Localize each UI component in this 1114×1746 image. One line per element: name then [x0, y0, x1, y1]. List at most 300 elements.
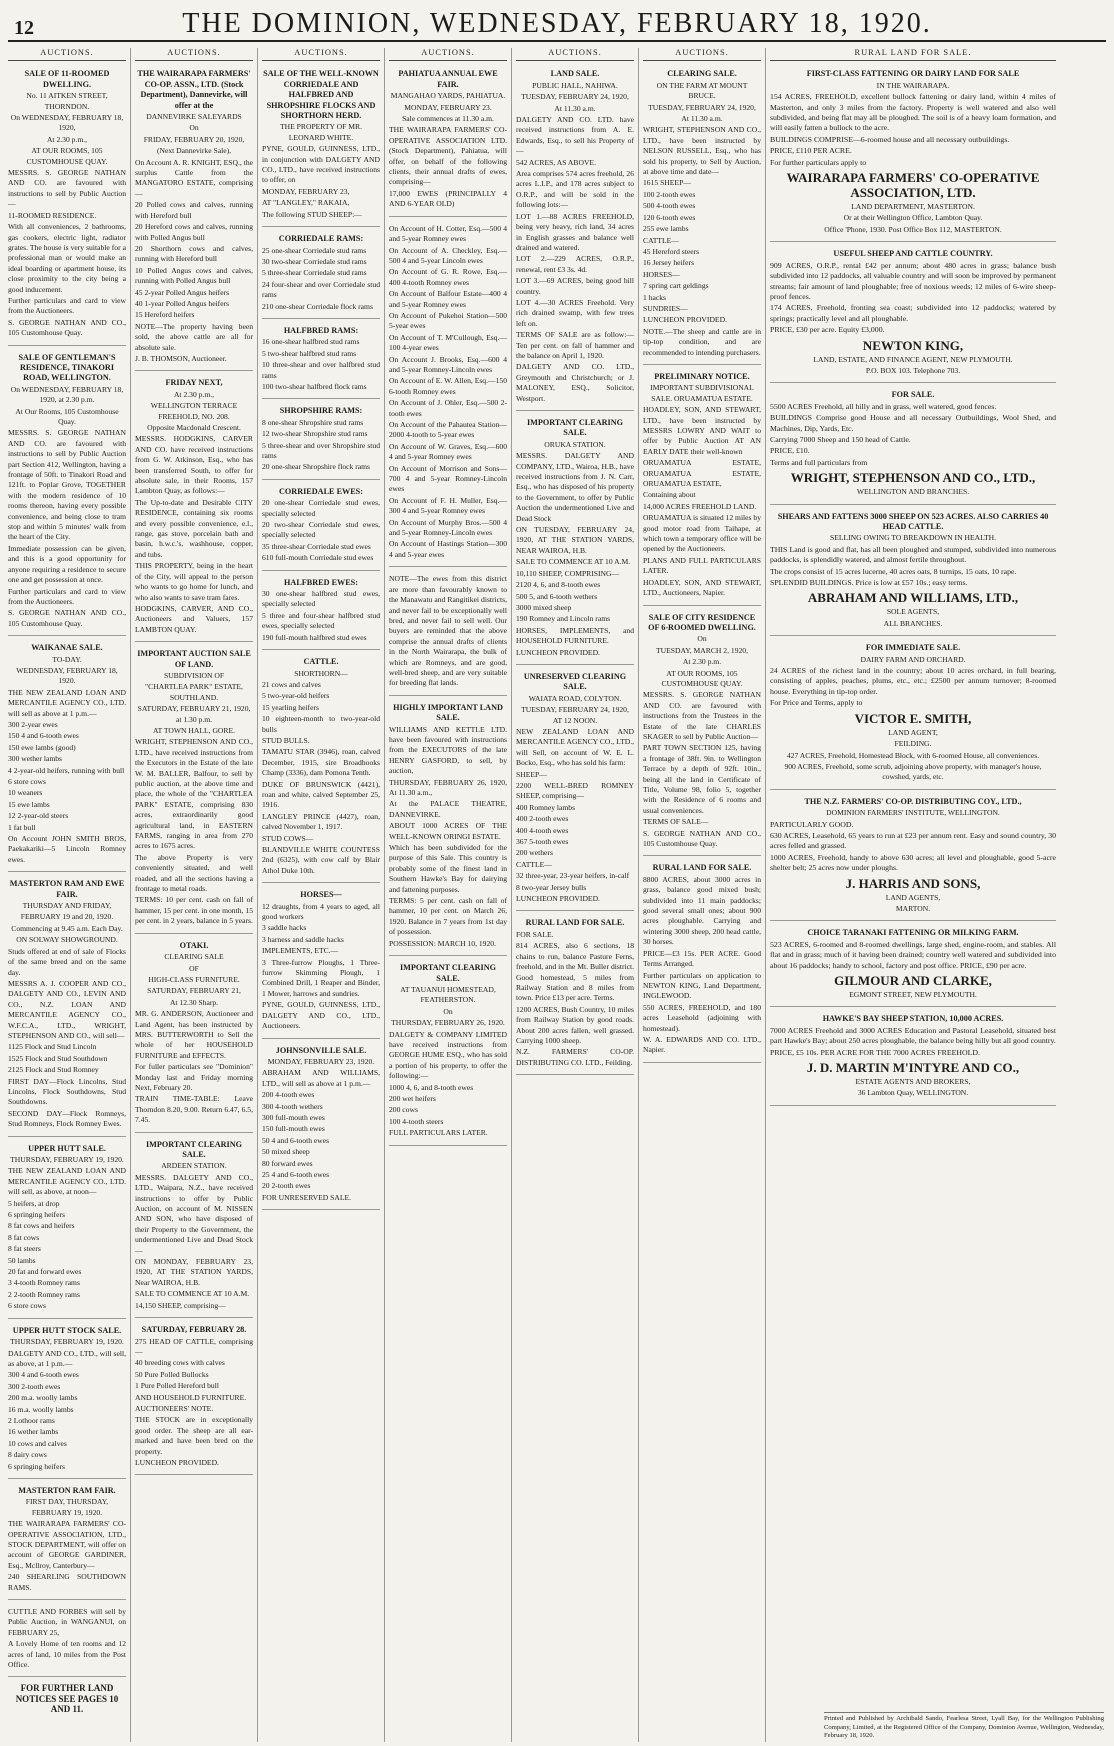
ad-body-text: 100 2-tooth ewes	[643, 189, 696, 199]
advertisement	[135, 65, 253, 371]
ad-body-text: MESSRS. DALGETY AND CO., LTD., Waipara, N.Z., have received instructions to offer by Public Auction, on account of M. NISSEN AND SON, who have disposed of their Property to the Government, the undermentioned Live and Dead Stock—	[135, 1172, 253, 1255]
ad-body-text: 17,000 EWES (PRINCIPALLY 4 AND 6-YEAR OLD)	[389, 188, 507, 209]
ad-title: UPPER HUTT STOCK SALE.	[12, 1325, 122, 1335]
ad-body-text: HORSES—	[643, 269, 680, 279]
ad-body-text: On Account of Morrison and Sons—700 4 and 5-year Romney-Lincoln ewes	[389, 463, 507, 494]
ad-body-text: TERMS: 5 per cent. cash on fall of hammer, 10 per cent. on March 26, 1920. Balance in 7 years from 1st day of possession.	[389, 896, 507, 937]
ad-title: WAIKANAE SALE.	[31, 643, 103, 653]
ad-body-text: 14,000 ACRES FREEHOLD LAND.	[643, 501, 757, 511]
ad-centered-line: "CHARTLEA PARK" ESTATE, SOUTHLAND.	[145, 682, 243, 702]
ad-body-text: LOT 1.—88 ACRES FREEHOLD, being very heavy, rich land, 34 acres in English grasses and balance well drained and watered.	[516, 211, 634, 252]
ad-body-text: PARTICULARLY GOOD.	[770, 819, 854, 829]
advertisement	[8, 349, 126, 637]
ad-body-text: DALGETY AND CO., LTD., will sell, as above, at 1 p.m.—	[8, 1348, 126, 1368]
ad-body-text: 30 one-shear halfbred stud ewes, specially selected	[262, 589, 380, 609]
ad-body-text: 20 one-shear Shropshire flock rams	[262, 462, 370, 472]
ad-body-text: LUNCHEON PROVIDED.	[643, 315, 727, 325]
ad-title: SALE OF 11-ROOMED DWELLING.	[24, 69, 110, 89]
ad-body-text: 610 full-mouth Corriedale stud ewes	[262, 553, 374, 563]
ad-centered-line: ON THE FARM AT MOUNT BRUCE.	[656, 80, 748, 101]
ad-body-text: CATTLE—	[643, 235, 679, 245]
ad-centered-line: TUESDAY, FEBRUARY 24, 1920,	[648, 102, 756, 112]
ad-body-text: DALGETY AND CO. LTD. have received instructions from A. E. Edwards, Esq., to sell his Property of—	[516, 115, 634, 156]
advertisement	[8, 639, 126, 872]
advertisement	[8, 1482, 126, 1600]
ad-body-text: 8 fat steers	[8, 1244, 41, 1254]
advertiser-address: MARTON.	[895, 903, 931, 913]
ad-body-text: The Up-to-date and Desirable CITY RESIDENCE, containing six rooms and every possible convenience, e.l., range, gas stove, porcelain bath and basin, h.w.c.'s, washhouse, copper, and tubs.	[135, 497, 253, 559]
ad-centered-line: SATURDAY, FEBRUARY 21,	[147, 986, 241, 996]
ad-body-text: BLANDVILLE WHITE COUNTESS 2nd (6325), with cow calf by Blair Athol Duke 10th.	[262, 845, 380, 875]
ad-body-text: 12 2-year-old steers	[8, 811, 69, 821]
ad-body-text: 400 Romney lambs	[516, 802, 576, 812]
advertisement	[389, 220, 507, 568]
ad-body-text: ON TUESDAY, FEBRUARY 24, 1920, AT THE STATION YARDS, NEAR WAIROA, H.B.	[516, 525, 634, 555]
ad-body-text: 50 mixed sheep	[262, 1147, 310, 1157]
ad-body-text: ON MONDAY, FEBRUARY 23, 1920, AT THE STATION YARDS, Near WAIROA, H.B.	[135, 1257, 253, 1287]
advertiser-address: ESTATE AGENTS AND BROKERS,	[855, 1077, 971, 1087]
advertiser-address: 36 Lambton Quay, WELLINGTON.	[857, 1088, 969, 1098]
ad-body-text: THIS Land is good and flat, has all been ploughed and stumped, subdivided into numerous paddocks, is splendidly watered, and almost fertile throughout.	[770, 544, 1056, 565]
advertisement	[135, 1136, 253, 1319]
ad-body-text: PART TOWN SECTION 125, having a frontage of 38ft. 9in. to Wellington Terrace by a depth of 92ft. 10in., being all the land in Certificate of Title, Volume 98, folio 5, together with the Residence of 6 rooms and usual conveniences.	[643, 743, 761, 815]
ad-body-text: 50 4 and 6-tooth ewes	[262, 1135, 330, 1145]
column-heading: RURAL LAND FOR SALE.	[770, 48, 1056, 61]
ad-body-text: NOTE—The ewes from this district are more than favourably known to the Manawatu and Rangitikei districts, and never fail to be exceptionally well bred, and never fail to sell well. Our buyers are reminded that the above comprise the annual drafts of clients in the North Wairarapa, the bulk of which are Romneys, and are good, well-bred sheep, and are very suitable for breeding flat lands.	[389, 574, 507, 688]
advertiser-address: ALL BRANCHES.	[883, 618, 943, 628]
column-heading: AUCTIONS.	[262, 48, 380, 61]
ad-body-text: 8 fat cows and heifers	[8, 1221, 75, 1231]
ad-title: HALFBRED RAMS:	[283, 325, 359, 335]
ad-body-text: 200 wethers	[516, 848, 553, 858]
ad-body-text: 20 Polled cows and calves, running with Hereford bull	[135, 200, 253, 220]
ad-body-text: S. GEORGE NATHAN AND CO., 105 Customhouse Quay.	[8, 317, 126, 338]
advertisement	[516, 668, 634, 912]
ad-body-text: N.Z. FARMERS' CO-OP. DISTRIBUTING CO. LTD., Feilding.	[516, 1047, 634, 1067]
advertisement	[643, 368, 761, 606]
column-5	[516, 48, 639, 1742]
ad-body-text: 7 spring cart geldings	[643, 281, 709, 291]
ad-body-text: 50 Pure Polled Bullocks	[135, 1369, 209, 1379]
ad-body-text: BUILDINGS COMPRISE—6-roomed house and all necessary outbuildings.	[770, 134, 1010, 144]
ad-body-text: 3 Three-furrow Ploughs, 1 Three-furrow Skimming Plough, 1 Combined Drill, 1 Reaper and Binder, 1 Mower, harrows and sundries.	[262, 957, 380, 998]
ad-title: UNRESERVED CLEARING SALE.	[523, 671, 627, 692]
advertiser-name: NEWTON KING,	[862, 337, 964, 353]
ad-body-text: 20 fat and forward ewes	[8, 1267, 82, 1277]
ad-body-text: 10 eighteen-month to two-year-old bulls	[262, 714, 380, 734]
ad-body-text: 550 ACRES, FREEHOLD, and 180 acres Leasehold (adjoining with homestead).	[643, 1002, 761, 1033]
ad-title: CLEARING SALE.	[667, 69, 737, 79]
ad-body-text: The crops consist of 15 acres lucerne, 40 acres oats, 8 turnips, 15 oats, 10 rape.	[770, 566, 1017, 576]
ad-centered-line: Sale commences at 11.30 a.m.	[402, 114, 494, 124]
ad-body-text: The above Property is very conveniently situated, and well roaded, and all the sections having a frontage to metal roads.	[135, 852, 253, 894]
ad-title: PRELIMINARY NOTICE.	[654, 371, 750, 381]
ad-centered-line: On	[443, 1006, 453, 1016]
ad-body-text: J. B. THOMSON, Auctioneer.	[135, 353, 227, 363]
ad-body-text: A Lovely Home of ten rooms and 12 acres of land, 10 miles from the Post Office.	[8, 1639, 126, 1670]
ad-body-text: CUTTLE AND FORBES will sell by Public Auction, in WANGANUI, on FEBRUARY 25,	[8, 1607, 126, 1637]
ad-body-text: 6 springing heifers	[8, 1461, 65, 1471]
ad-body-text: TERMS OF SALE—	[643, 817, 709, 827]
ad-body-text: AUCTIONEERS' NOTE.	[135, 1403, 214, 1413]
ad-body-text: 150 ewe lambs (good)	[8, 742, 76, 752]
advertiser-address: LAND AGENT,	[888, 727, 938, 737]
advertisement	[770, 924, 1056, 1007]
ad-body-text: LUNCHEON PROVIDED.	[516, 894, 600, 904]
advertisement	[770, 639, 1056, 789]
ad-body-text: 5 three-shear Corriedale stud rams	[262, 268, 367, 278]
ad-title: SHEARS AND FATTENS 3000 SHEEP ON 523 ACRES. ALSO CARRIES 40 HEAD CATTLE.	[777, 511, 1049, 531]
ad-body-text: 367 5-tooth ewes	[516, 837, 569, 847]
ad-body-text: 3 saddle hacks	[262, 923, 307, 933]
ad-body-text: 8 dairy cows	[8, 1450, 47, 1460]
ad-body-text: MESSRS. S. GEORGE NATHAN AND CO. are favoured with instructions to sell by Public Auction—	[8, 168, 126, 209]
advertisement	[516, 65, 634, 411]
ad-title: RURAL LAND FOR SALE.	[525, 918, 625, 928]
ad-body-text: 1000 ACRES, Freehold, handy to above 630 acres; all level and ploughable, good 5-acre shelter belt; 25 acres now under ploughs.	[770, 852, 1056, 873]
ad-body-text: HORSES, IMPLEMENTS, and HOUSEHOLD FURNITURE.	[516, 625, 634, 646]
ad-body-text: POSSESSION: MARCH 10, 1920.	[389, 938, 496, 948]
ad-centered-line: SATURDAY, FEBRUARY 21, 1920, at 1.30 p.m.	[137, 704, 251, 724]
ad-body-text: 909 ACRES, O.R.P., rental £42 per annum; about 480 acres in grass; balance bush subdivided into 12 paddocks, all valuable country and will soon be improved by permanent streams; fair amount of land ploughable; free of noxious weeds; 12 miles of 6-wire sheep-proof fences.	[770, 260, 1056, 301]
ad-title: MASTERTON RAM AND EWE FAIR.	[9, 879, 125, 899]
advertiser-name: GILMOUR AND CLARKE,	[834, 973, 992, 988]
ad-body-text: MONDAY, FEBRUARY 23,	[262, 186, 350, 196]
ad-body-text: 45 2-year Polled Angus heifers	[135, 287, 230, 297]
ad-body-text: CATTLE—	[516, 859, 552, 869]
ad-body-text: PRICE, £10.	[770, 446, 810, 456]
ad-body-text: 8 one-shear Shropshire stud rams	[262, 417, 364, 427]
ad-centered-line: MONDAY, FEBRUARY 23.	[404, 102, 492, 112]
ad-centered-line: (Next Dannevirke Sale),	[156, 146, 231, 156]
ad-body-text: 300 2-year ewes	[8, 719, 58, 729]
ad-body-text: FULL PARTICULARS LATER.	[389, 1128, 488, 1138]
ad-title: FIRST-CLASS FATTENING OR DAIRY LAND FOR SALE	[806, 69, 1020, 79]
advertisement	[770, 245, 1056, 383]
ad-title: SALE OF GENTLEMAN'S RESIDENCE, TINAKORI ROAD, WELLINGTON.	[18, 352, 116, 383]
ad-body-text: 300 4 and 6-tooth ewes	[8, 1370, 79, 1380]
ad-body-text: 45 Hereford steers	[643, 246, 700, 256]
ad-centered-line: SELLING OWING TO BREAKDOWN IN HEALTH.	[829, 533, 997, 543]
ad-body-text: 10,110 SHEEP, COMPRISING—	[516, 568, 620, 578]
advertisement	[135, 374, 253, 642]
ad-title: CORRIEDALE EWES:	[279, 486, 363, 496]
ad-body-text: ABRAHAM AND WILLIAMS, LTD., will sell as above at 1 p.m.—	[262, 1068, 380, 1088]
ad-body-text: 40 1-year Polled Angus heifers	[135, 298, 230, 308]
ad-body-text: On Account of W. Graves, Esq.—600 4 and 5-year Romney ewes	[389, 441, 507, 462]
ad-centered-line: At 11.30 a.m.	[554, 103, 596, 113]
page-number: 12	[14, 17, 34, 39]
advertisement	[135, 1321, 253, 1475]
ad-body-text: 300 2-tooth ewes	[8, 1381, 61, 1391]
ad-body-text: 200 4-tooth ewes	[262, 1090, 315, 1100]
ad-centered-line: TUESDAY, FEBRUARY 24, 1920, AT 12 NOON.	[521, 705, 629, 725]
column-4	[389, 48, 512, 1742]
ad-body-text: TRAIN TIME-TABLE: Leave Thorndon 8.20, 9.00. Return 6.47, 6.5, 7.45.	[135, 1094, 253, 1125]
ad-body-text: For further particulars apply to	[770, 157, 867, 167]
ad-body-text: 5 two-shear halfbred stud rams	[262, 348, 357, 358]
ad-centered-line: At 2.30 p.m.,	[173, 389, 215, 399]
ad-body-text: On Account A. R. KNIGHT, ESQ., the surplus Cattle from the MANGATORO ESTATE, comprising—	[135, 157, 253, 198]
advertisement	[262, 322, 380, 399]
ad-body-text: 5 heifers, at drop	[8, 1198, 60, 1208]
ad-body-text: Immediate possession can be given, and this is a good opportunity for anyone requiring a residence to secure one and get possession at once.	[8, 543, 126, 585]
advertisement	[770, 1010, 1056, 1105]
ad-centered-line: SHORTHORN—	[294, 668, 348, 678]
ad-body-text: 2 Lothoor rams	[8, 1415, 55, 1425]
ad-title: RURAL LAND FOR SALE.	[652, 863, 752, 873]
ad-body-text: 15 ewe lambs	[8, 799, 50, 809]
ad-title: HORSES—	[300, 890, 342, 900]
ad-body-text: TAMATU STAR (3946), roan, calved December, 1915, sire Broadhooks Champ (3336), dam Pomona Tenth.	[262, 747, 380, 778]
ad-centered-line: ORUKA STATION.	[544, 439, 606, 449]
ad-body-text: LOT 2.—229 ACRES, O.R.P., renewal, rent £3 3s. 4d.	[516, 254, 634, 274]
imprint: Printed and Published by Archibald Sando, Fearlesa Street, Lyall Bay, for the Wellington Publishing Company, Limited, at the Registered Office of the Company, Dominion Avenue, Wellington, Wednesday, February 18, 1920.	[824, 1712, 1104, 1740]
ad-title: THE N.Z. FARMERS' CO-OP. DISTRIBUTING COY., LTD.,	[804, 796, 1022, 806]
ad-centered-line: WAIATA ROAD, COLYTON.	[528, 693, 622, 703]
ad-body-text: HOADLEY, SON, AND STEWART, LTD., have been instructed by MESSRS LOWRY AND WAIT to offer by Public Auction AT AN EARLY DATE their well-known	[643, 405, 761, 456]
ad-title: SATURDAY, FEBRUARY 28.	[141, 1325, 247, 1335]
ad-title: UPPER HUTT SALE.	[28, 1143, 106, 1153]
advertisement	[770, 793, 1056, 922]
ad-body-text: MESSRS. S. GEORGE NATHAN AND CO. are favoured with instructions from the Trustees in the Estate of the late CHARLES SKAGER to sell by Public Auction—	[643, 690, 761, 741]
ad-body-text: THE WAIRARAPA FARMERS' CO-OPERATIVE ASSOCIATION LTD. (Stock Department), Pahiatua, will offer, on behalf of the following clients, their annual drafts of ewes, comprising—	[389, 125, 507, 187]
ad-body-text: 500 4-tooth ewes	[643, 201, 696, 211]
ad-body-text: S. GEORGE NATHAN AND CO., 105 Customhouse Quay.	[643, 828, 761, 849]
advertisement	[770, 386, 1056, 504]
advertisement	[262, 230, 380, 319]
ad-centered-line: FIRST DAY, THURSDAY, FEBRUARY 19, 1920.	[25, 1497, 109, 1517]
ad-body-text: 24 ACRES of the richest land in the country; about 10 acres orchard, in full bearing, consisting of apples, peaches, plums, etc., etc.; £2500 per annum turnover; 8-roomed house. Everything in tip-top order.	[770, 666, 1056, 696]
ad-body-text: 16 Jersey heifers	[643, 258, 695, 268]
ad-body-text: HOADLEY, SON, AND STEWART, LTD., Auctioneers, Napier.	[643, 577, 761, 598]
advertisement	[770, 65, 1056, 242]
advertisement	[8, 875, 126, 1136]
ad-body-text: 32 three-year, 23-year heifers, in-calf	[516, 871, 630, 881]
ad-body-text: 16 wether lambs	[8, 1427, 59, 1437]
ad-title: SALE OF THE WELL-KNOWN CORRIEDALE AND HALFBRED AND SHROPSHIRE FLOCKS AND SHORTHORN HERD.	[263, 69, 379, 121]
ad-body-text: 6 store cows	[8, 1301, 46, 1311]
ad-centered-line: ARDEEN STATION.	[161, 1161, 227, 1171]
advertisement	[135, 645, 253, 934]
ad-body-text: On Account of H. Cotter, Esq.—500 4 and 5-year Romney ewes	[389, 223, 507, 244]
columns-container	[8, 48, 1106, 1742]
ad-body-text: 8 fat cows	[8, 1232, 40, 1242]
advertisement	[8, 1603, 126, 1677]
ad-body-text: WRIGHT, STEPHENSON AND CO., LTD., have received instructions from the Executors in the Estate of the late W. M. BALLER, Balfour, to sell by public auction, at the above time and place, the whole of the "CHARTLEA PARK" ESTATE, comprising 830 acres, extraordinarily good agricultural land, in EASTERN FARMS, ranging in area from 270 acres to 1675 acres.	[135, 737, 253, 851]
ad-body-text: 190 full-mouth halfbred stud ewes	[262, 632, 367, 642]
ad-body-text: PRICE, £110 PER ACRE.	[770, 146, 852, 156]
ad-centered-line: DOMINION FARMERS' INSTITUTE, WELLINGTON.	[826, 808, 1000, 818]
advertiser-name: J. D. MARTIN M'INTYRE AND CO.,	[806, 1060, 1020, 1076]
advertisement	[262, 402, 380, 479]
ad-body-text: PRICE, £5 10s. PER ACRE FOR THE 7000 ACRES FREEHOLD.	[770, 1047, 980, 1057]
ad-title: JOHNSONVILLE SALE.	[275, 1045, 367, 1055]
ad-title: CORRIEDALE RAMS:	[278, 234, 364, 244]
ad-body-text: STUD COWS—	[262, 833, 314, 843]
ad-body-text: 7000 ACRES Freehold and 3000 ACRES Education and Pastoral Leasehold, situated best part Hawke's Bay; about 250 acres ploughable, the balance being hilly but all good country.	[770, 1025, 1056, 1046]
ad-body-text: 1 Pure Polled Hereford bull	[135, 1381, 219, 1391]
ad-body-text: 80 forward ewes	[262, 1158, 313, 1168]
advertisement	[643, 609, 761, 857]
ad-centered-line: OF	[189, 963, 199, 973]
ad-body-text: On Account of E. W. Allen, Esq.—150 6-tooth Romney ewes	[389, 376, 507, 396]
ad-centered-line: TUESDAY, FEBRUARY 24, 1920,	[521, 92, 629, 102]
ad-body-text: SUNDRIES—	[643, 303, 688, 313]
ad-centered-line: WEDNESDAY, FEBRUARY 18, 1920.	[16, 665, 118, 686]
ad-body-text: LOT 3.—69 ACRES, being good hill country.	[516, 276, 634, 296]
ad-title: FOR SALE.	[891, 390, 935, 400]
ad-title: IMPORTANT CLEARING SALE.	[526, 418, 624, 438]
column-footer-note: FOR FURTHER LAND NOTICES SEE PAGES 10 AND 11.	[15, 1683, 119, 1715]
ad-body-text: 24 four-shear and over Corriedale stud rams	[262, 279, 380, 300]
ad-body-text: 5 three and four-shear halfbred stud ewes, specially selected	[262, 610, 380, 631]
ad-centered-line: MONDAY, FEBRUARY 23, 1920.	[267, 1056, 375, 1066]
advertisement	[262, 653, 380, 883]
ad-title: SHROPSHIRE RAMS:	[279, 406, 363, 416]
advertisement	[389, 570, 507, 695]
ad-body-text: 120 6-tooth ewes	[643, 212, 696, 222]
ad-body-text: 523 ACRES, 6-roomed and 8-roomed dwellings, large shed, engine-room, and stables. All flat and in grass; much of it having been drained; country well watered and subdivided into about 16 paddocks; handy to school, factory and post office. PRICE, £90 per acre.	[770, 939, 1056, 970]
advertiser-address: WELLINGTON AND BRANCHES.	[856, 487, 970, 497]
ad-body-text: 8 two-year Jersey bulls	[516, 882, 587, 892]
column-2	[135, 48, 258, 1742]
ad-title: MASTERTON RAM FAIR.	[18, 1485, 116, 1495]
ad-body-text: 16 m.a. woolly lambs	[8, 1404, 74, 1414]
ad-body-text: 5 three-shear and over Shropshire stud rams	[262, 440, 380, 460]
ad-body-text: IMPLEMENTS, ETC.—	[262, 946, 339, 956]
ad-body-text: 8800 ACRES, about 3000 acres in grass, balance good mixed bush; subdivided into 11 main paddocks; good several small ones; about 900 acres ploughable. Carrying and wintering 3000 sheep, 200 head cattle, 30 horses.	[643, 874, 761, 947]
ad-body-text: PYNE, GOULD, GUINNESS, LTD., DALGETY AND CO., LTD., Auctioneers.	[262, 1000, 380, 1031]
advertiser-address: LAND, ESTATE, AND FINANCE AGENT, NEW PLYMOUTH.	[813, 354, 1013, 364]
ad-title: CHOICE TARANAKI FATTENING OR MILKING FARM.	[807, 928, 1019, 938]
ad-body-text: On Account JOHN SMITH BROS, Paekakariki—5 Lincoln Romney ewes.	[8, 834, 126, 864]
ad-body-text: MESSRS. S. GEORGE NATHAN AND CO. are favoured with instructions to sell by Public Auction part Section 412, Wellington, having a frontage of 50ft. to Tinakori Road and 121ft. to Poplar Grove, TOGETHER with the modern residence of 10 rooms thereon, having every possible convenience, and being close to tram stop and within 5 minutes' walk from the heart of the City.	[8, 428, 126, 542]
ad-body-text: 15 Hereford heifers	[135, 310, 195, 320]
advertisement	[8, 1322, 126, 1479]
ad-body-text: On Account of J. Ohler, Esq.—500 2-tooth ewes	[389, 398, 507, 418]
ad-centered-line: WELLINGTON TERRACE FREEHOLD, NO. 208.	[150, 401, 238, 421]
ad-body-text: Further particulars and card to view from the Auctioneers.	[8, 295, 126, 316]
ad-body-text: Which has been subdivided for the purpose of this Sale. This country is probably some of the finest land in Southern Hawke's Bay for dairying and fattening purposes.	[389, 843, 507, 894]
ad-title: FOR IMMEDIATE SALE.	[865, 643, 961, 653]
advertisement	[135, 937, 253, 1133]
column-3	[262, 48, 385, 1742]
ad-body-text: 1200 ACRES, Bush Country, 10 miles from Railway Station by good roads. About 200 acres fallen, well grassed. Carrying 1000 sheep.	[516, 1004, 634, 1045]
ad-body-text: 1 hacks	[643, 292, 666, 302]
ad-body-text: 3000 mixed sheep	[516, 602, 572, 612]
ad-body-text: WILLIAMS AND KETTLE LTD. have been favoured with instructions from the EXECUTORS of the late HENRY GASFORD, to sell, by auction,	[389, 724, 507, 776]
ad-centered-line: FRIDAY, FEBRUARY 20, 1920,	[143, 134, 245, 144]
ad-body-text: 500 5, and 6-tooth wethers	[516, 591, 598, 601]
advertisement	[262, 1042, 380, 1211]
ad-body-text: THIS PROPERTY, being in the heart of the City, will appeal to the person who wants to go home for lunch, and who also wants to save tram fares.	[135, 561, 253, 602]
ad-body-text: 20 2-tooth ewes	[262, 1181, 311, 1191]
ad-title: HALFBRED EWES:	[284, 577, 358, 587]
ad-body-text: On Account of T. M'Cullough, Esq.—100 4-year ewes	[389, 332, 507, 353]
advertiser-name: WRIGHT, STEPHENSON AND CO., LTD.,	[790, 470, 1036, 486]
ad-body-text: ABOUT 1000 ACRES OF THE WELL-KNOWN ORINGI ESTATE.	[389, 821, 507, 841]
ad-body-text: 200 cows	[389, 1105, 418, 1115]
ad-body-text: 1525 Flock and Stud Southdown	[8, 1053, 108, 1063]
ad-body-text: On Account of F. H. Muller, Esq.—300 4 and 5-year Romney ewes	[389, 495, 507, 516]
ad-body-text: 10 cows and calves	[8, 1438, 67, 1448]
ad-body-text: 21 cows and calves	[262, 679, 321, 689]
advertisement	[516, 914, 634, 1075]
ad-body-text: 255 ewe lambs	[643, 224, 689, 234]
ad-body-text: MESSRS A. J. COOPER AND CO., DALGETY AND CO., LEVIN AND CO., N.Z. LOAN AND MERCANTILE AGENCY CO., W.F.C.A., LTD., WRIGHT, STEPHENSON AND CO., will sell—	[8, 978, 126, 1040]
ad-body-text: MR. G. ANDERSON, Auctioneer and Land Agent, has been instructed by MRS. BUTTERWORTH to Sell the whole of her HOUSEHOLD FURNITURE and EFFECTS.	[135, 1009, 253, 1060]
ad-title: SALE OF CITY RESIDENCE OF 6-ROOMED DWELLING.	[648, 612, 756, 632]
advertiser-name: ABRAHAM AND WILLIAMS, LTD.,	[807, 590, 1019, 606]
ad-body-text: 174 ACRES, Freehold, fronting sea coast; subdivided into 12 paddocks; watered by springs; practically level and all ploughable.	[770, 303, 1056, 323]
ad-title: THE WAIRARAPA FARMERS' CO-OP. ASSN., LTD. (Stock Department), Dannevirke, will offer at the	[137, 69, 251, 110]
advertiser-address: SOLE AGENTS,	[886, 607, 940, 617]
advertiser-address: 900 ACRES, Freehold, some scrub, adjoining above property, with manager's house, cowshed, yards, etc.	[784, 761, 1042, 782]
ad-centered-line: CLEARING SALE	[164, 952, 224, 962]
column-7	[770, 48, 1056, 1742]
ad-body-text: 6 springing heifers	[8, 1210, 65, 1220]
ad-body-text: BUILDINGS Comprise good House and all necessary Outbuildings, Wool Shed, and Machines, Dip, Yards, Etc.	[770, 413, 1056, 433]
ad-title: HIGHLY IMPORTANT LAND SALE.	[393, 702, 503, 723]
ad-centered-line: At 2.30 p.m.	[682, 657, 722, 667]
ad-body-text: 14,150 SHEEP, comprising—	[135, 1300, 226, 1310]
ad-body-text: 300 4-tooth wethers	[262, 1101, 323, 1111]
ad-body-text: THE STOCK are in exceptionally good order. The sheep are all ear-marked and have been bred on the property.	[135, 1415, 253, 1456]
column-heading: AUCTIONS.	[8, 48, 126, 61]
ad-body-text: For Price and Terms, apply to	[770, 698, 863, 708]
ad-body-text: 3 4-tooth Romney rams	[8, 1278, 80, 1288]
ad-title: HAWKE'S BAY SHEEP STATION, 10,000 ACRES.	[822, 1014, 1004, 1024]
column-heading: AUCTIONS.	[135, 48, 253, 61]
ad-body-text: 12 two-shear Shropshire stud rams	[262, 429, 368, 439]
ad-body-text: 10 Polled Angus cows and calves, running with Polled Angus bull	[135, 265, 253, 286]
ad-body-text: HODGKINS, CARVER, AND CO., Auctioneers and Valuers, 157 LAMBTON QUAY.	[135, 603, 253, 634]
ad-body-text: On Account of Balfour Estate—400 4 and 5-year Romney ewes	[389, 289, 507, 309]
ad-centered-line: AT TAUANUI HOMESTEAD, FEATHERSTON.	[400, 984, 496, 1005]
ad-body-text: Further particulars on application to NEWTON KING, Land Department, INGLEWOOD.	[643, 970, 761, 1001]
ad-body-text: SALE TO COMMENCE AT 10 A.M.	[516, 557, 631, 567]
ad-body-text: SALE TO COMMENCE AT 10 A.M.	[135, 1289, 250, 1299]
ad-body-text: AND HOUSEHOLD FURNITURE.	[135, 1392, 247, 1402]
ad-body-text: 200 wet heifers	[389, 1093, 436, 1103]
ad-centered-line: THURSDAY, FEBRUARY 19, 1920.	[10, 1155, 124, 1164]
ad-body-text: 2 2-tooth Romney rams	[8, 1289, 80, 1299]
ad-body-text: 150 full-mouth ewes	[262, 1124, 325, 1134]
ad-centered-line: On	[697, 634, 707, 644]
ad-body-text: 12 draughts, from 4 years to aged, all good workers	[262, 901, 380, 922]
ad-body-text: 40 breeding cows with calves	[135, 1358, 225, 1368]
ad-body-text: 11-ROOMED RESIDENCE.	[8, 210, 97, 220]
advertisement	[389, 959, 507, 1146]
ad-body-text: ORUAMATUA ESTATE, ORUAMATUA ESTATE, ORUAMATUA ESTATE,	[643, 458, 761, 489]
ad-body-text: 10 three-shear and over halfbred stud rams	[262, 360, 380, 380]
ad-body-text: 20 Shorthorn cows and calves, running with Hereford bull	[135, 243, 253, 264]
ad-centered-line: IN THE WAIRARAPA.	[876, 80, 950, 90]
ad-body-text: 1615 SHEEP—	[643, 178, 691, 188]
ad-body-text: MESSRS. HODGKINS, CARVER AND CO. have received instructions from G. W. Atkinson, Esq., who has been transferred South, to offer for absolute sale, in their Rooms, 157 Lambton Quay, as follows:—	[135, 434, 253, 496]
ad-centered-line: IMPORTANT SUBDIVISIONAL SALE. ORUAMATUA ESTATE.	[650, 383, 754, 403]
ad-body-text: TERMS: 10 per cent. cash on fall of hammer, 15 per cent. in one month, 15 per cent. in 2 years, balance in 5 years.	[135, 895, 253, 926]
ad-body-text: NEW ZEALAND LOAN AND MERCANTILE AGENCY CO., LTD., will Sell, on account of W. E. L. Bocko, Esq., who has sold his farm:	[516, 726, 634, 768]
advertisement	[516, 414, 634, 665]
ad-body-text: 6 store cows	[8, 777, 46, 786]
masthead	[8, 6, 1106, 42]
ad-centered-line: AT OUR ROOMS, 105 CUSTOMHOUSE QUAY.	[26, 146, 108, 166]
ad-body-text: 4 2-year-old heifers, running with bull	[8, 765, 125, 775]
ad-body-text: 630 ACRES, Leasehold, 65 years to run at £23 per annum rent. Easy and sound country, 30 acres felled and grassed.	[770, 830, 1056, 851]
ad-body-text: 25 one-shear Corriedale stud rams	[262, 245, 367, 255]
